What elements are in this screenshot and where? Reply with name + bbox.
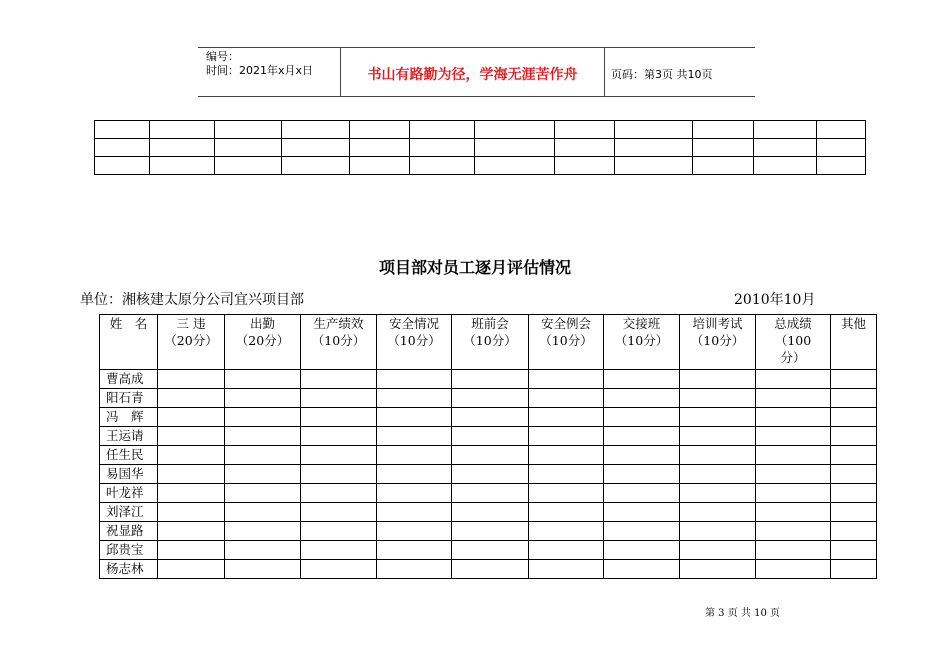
column-header-text: 其他 [840,316,866,331]
score-cell [158,389,225,408]
column-header-text: 三 违 [176,316,206,331]
blank-cell [409,121,474,139]
score-cell [158,465,225,484]
column-header [452,315,529,370]
score-cell [529,484,604,503]
date-label: 2010年10月 [734,292,816,308]
column-header [680,315,756,370]
column-header-text: （20分） [164,333,218,348]
score-cell [158,446,225,465]
blank-cell [754,139,817,157]
score-cell [225,560,301,579]
score-cell [604,389,680,408]
score-cell [377,427,452,446]
score-cell [604,541,680,560]
score-cell [680,503,756,522]
score-cell [756,503,831,522]
score-cell [831,370,877,389]
score-cell [529,427,604,446]
employee-name: 任生民 [100,446,158,465]
score-cell [831,522,877,541]
blank-cell [149,157,214,175]
header-motto: 书山有路勤为径，学海无涯苦作舟 [367,67,578,83]
blank-cell [409,157,474,175]
blank-cell [554,157,614,175]
score-cell [680,541,756,560]
score-cell [529,446,604,465]
column-header-text: 出勤 [249,316,275,331]
employee-name: 阳石青 [100,389,158,408]
evaluation-table [99,314,877,579]
header-page-info: 页码：第3页 共10页 [611,68,713,81]
score-cell [452,427,529,446]
employee-name: 邱贵宝 [100,541,158,560]
employee-name: 杨志林 [100,560,158,579]
score-cell [301,503,377,522]
score-cell [680,389,756,408]
blank-cell [214,139,281,157]
score-cell [756,465,831,484]
score-cell [158,560,225,579]
score-cell [301,465,377,484]
blank-cell [349,157,409,175]
table-row [100,446,877,465]
blank-cell [554,121,614,139]
blank-cell [474,157,554,175]
table-row [100,427,877,446]
blank-cell [281,157,349,175]
blank-cell [149,139,214,157]
score-cell [680,484,756,503]
score-cell [377,541,452,560]
score-cell [756,370,831,389]
score-cell [831,427,877,446]
score-cell [377,408,452,427]
header-divider-right [604,47,605,97]
score-cell [831,560,877,579]
column-header-text: 培训考试 [692,316,743,331]
blank-cell [754,157,817,175]
score-cell [225,522,301,541]
score-cell [377,446,452,465]
column-header-text: （10分） [539,333,593,348]
score-cell [529,522,604,541]
score-cell [301,484,377,503]
table-row [100,541,877,560]
table-row [100,503,877,522]
score-cell [452,560,529,579]
column-header-text: 安全情况 [388,316,439,331]
score-cell [604,446,680,465]
column-header-text: 交接班 [622,316,661,331]
column-header-text: 总成绩 [774,316,812,331]
document-time-label: 时间：2021年x月x日 [206,64,314,77]
score-cell [301,370,377,389]
score-cell [452,522,529,541]
column-header-text: 分） [780,350,806,365]
score-cell [756,560,831,579]
blank-cell [817,121,866,139]
blank-cell [692,157,753,175]
blank-cell [214,157,281,175]
table-row [100,408,877,427]
score-cell [452,465,529,484]
score-cell [604,522,680,541]
employee-name: 王运请 [100,427,158,446]
score-cell [529,370,604,389]
score-cell [301,408,377,427]
score-cell [225,427,301,446]
score-cell [529,541,604,560]
score-cell [225,370,301,389]
column-header [604,315,680,370]
employee-name: 刘泽江 [100,503,158,522]
score-cell [604,484,680,503]
page-title: 项目部对员工逐月评估情况 [378,258,571,277]
blank-cell [409,139,474,157]
score-cell [756,522,831,541]
score-cell [756,408,831,427]
score-cell [529,503,604,522]
score-cell [529,560,604,579]
score-cell [301,541,377,560]
table-row [100,465,877,484]
column-header-text: 班前会 [471,316,509,331]
blank-cell [615,157,693,175]
score-cell [158,370,225,389]
employee-name: 冯 辉 [100,408,158,427]
score-cell [301,389,377,408]
score-cell [377,503,452,522]
score-cell [158,541,225,560]
blank-table-row [95,157,866,175]
table-row [100,370,877,389]
table-row [100,389,877,408]
column-header [225,315,301,370]
score-cell [225,446,301,465]
score-cell [680,427,756,446]
score-cell [756,484,831,503]
score-cell [452,408,529,427]
score-cell [756,389,831,408]
score-cell [452,484,529,503]
blank-table [94,120,866,175]
header-left-info [206,50,313,78]
score-cell [225,408,301,427]
blank-cell [95,139,150,157]
blank-cell [817,157,866,175]
blank-table-row [95,121,866,139]
score-cell [377,465,452,484]
unit-label: 单位：湘核建太原分公司宜兴项目部 [80,292,304,308]
score-cell [529,408,604,427]
score-cell [158,503,225,522]
column-header [831,315,877,370]
blank-cell [474,139,554,157]
score-cell [831,541,877,560]
column-header-text: 姓 名 [109,316,148,331]
column-header-text: （10分） [463,333,517,348]
score-cell [225,484,301,503]
page-footer: 第 3 页 共 10 页 [705,608,780,619]
column-header-text: （100 [774,333,812,348]
document-number-label: 编号： [206,50,239,63]
score-cell [831,446,877,465]
blank-cell [281,139,349,157]
table-row [100,522,877,541]
score-cell [604,408,680,427]
blank-cell [149,121,214,139]
column-header-text: 生产绩效 [313,316,364,331]
column-header-text: （10分） [387,333,441,348]
blank-cell [692,121,753,139]
score-cell [680,465,756,484]
header-top-line [198,47,755,48]
blank-cell [474,121,554,139]
score-cell [158,484,225,503]
score-cell [452,503,529,522]
score-cell [301,522,377,541]
blank-cell [281,121,349,139]
score-cell [377,522,452,541]
score-cell [831,484,877,503]
score-cell [831,503,877,522]
column-header-text: （20分） [235,333,290,348]
blank-cell [817,139,866,157]
employee-name: 祝显路 [100,522,158,541]
score-cell [452,370,529,389]
column-header-text: 安全例会 [540,316,591,331]
blank-cell [95,157,150,175]
score-cell [301,446,377,465]
score-cell [158,522,225,541]
score-cell [756,446,831,465]
score-cell [377,560,452,579]
column-header [100,315,158,370]
column-header [377,315,452,370]
blank-cell [95,121,150,139]
score-cell [604,427,680,446]
score-cell [604,560,680,579]
blank-cell [349,139,409,157]
score-cell [452,541,529,560]
score-cell [680,408,756,427]
score-cell [225,503,301,522]
score-cell [529,465,604,484]
score-cell [604,370,680,389]
score-cell [529,389,604,408]
employee-name: 叶龙祥 [100,484,158,503]
blank-table-row [95,139,866,157]
score-cell [301,560,377,579]
table-header-row [100,315,877,370]
employee-name: 曹高成 [100,370,158,389]
score-cell [158,427,225,446]
table-row [100,560,877,579]
score-cell [301,427,377,446]
column-header-text: （10分） [311,333,366,348]
blank-cell [349,121,409,139]
column-header [158,315,225,370]
score-cell [377,484,452,503]
header-bottom-line [198,96,755,97]
blank-cell [615,139,693,157]
score-cell [680,560,756,579]
score-cell [831,408,877,427]
score-cell [680,370,756,389]
table-row [100,484,877,503]
score-cell [604,503,680,522]
column-header [301,315,377,370]
score-cell [452,446,529,465]
score-cell [831,389,877,408]
blank-cell [692,139,753,157]
score-cell [680,522,756,541]
score-cell [158,408,225,427]
column-header-text: （10分） [614,333,669,348]
score-cell [452,389,529,408]
column-header [529,315,604,370]
blank-cell [554,139,614,157]
score-cell [377,389,452,408]
score-cell [831,465,877,484]
score-cell [756,427,831,446]
score-cell [377,370,452,389]
score-cell [756,541,831,560]
score-cell [680,446,756,465]
blank-cell [754,121,817,139]
blank-cell [615,121,693,139]
score-cell [225,389,301,408]
score-cell [604,465,680,484]
score-cell [225,465,301,484]
column-header-text: （10分） [690,333,745,348]
score-cell [225,541,301,560]
employee-name: 易国华 [100,465,158,484]
column-header [756,315,831,370]
blank-cell [214,121,281,139]
